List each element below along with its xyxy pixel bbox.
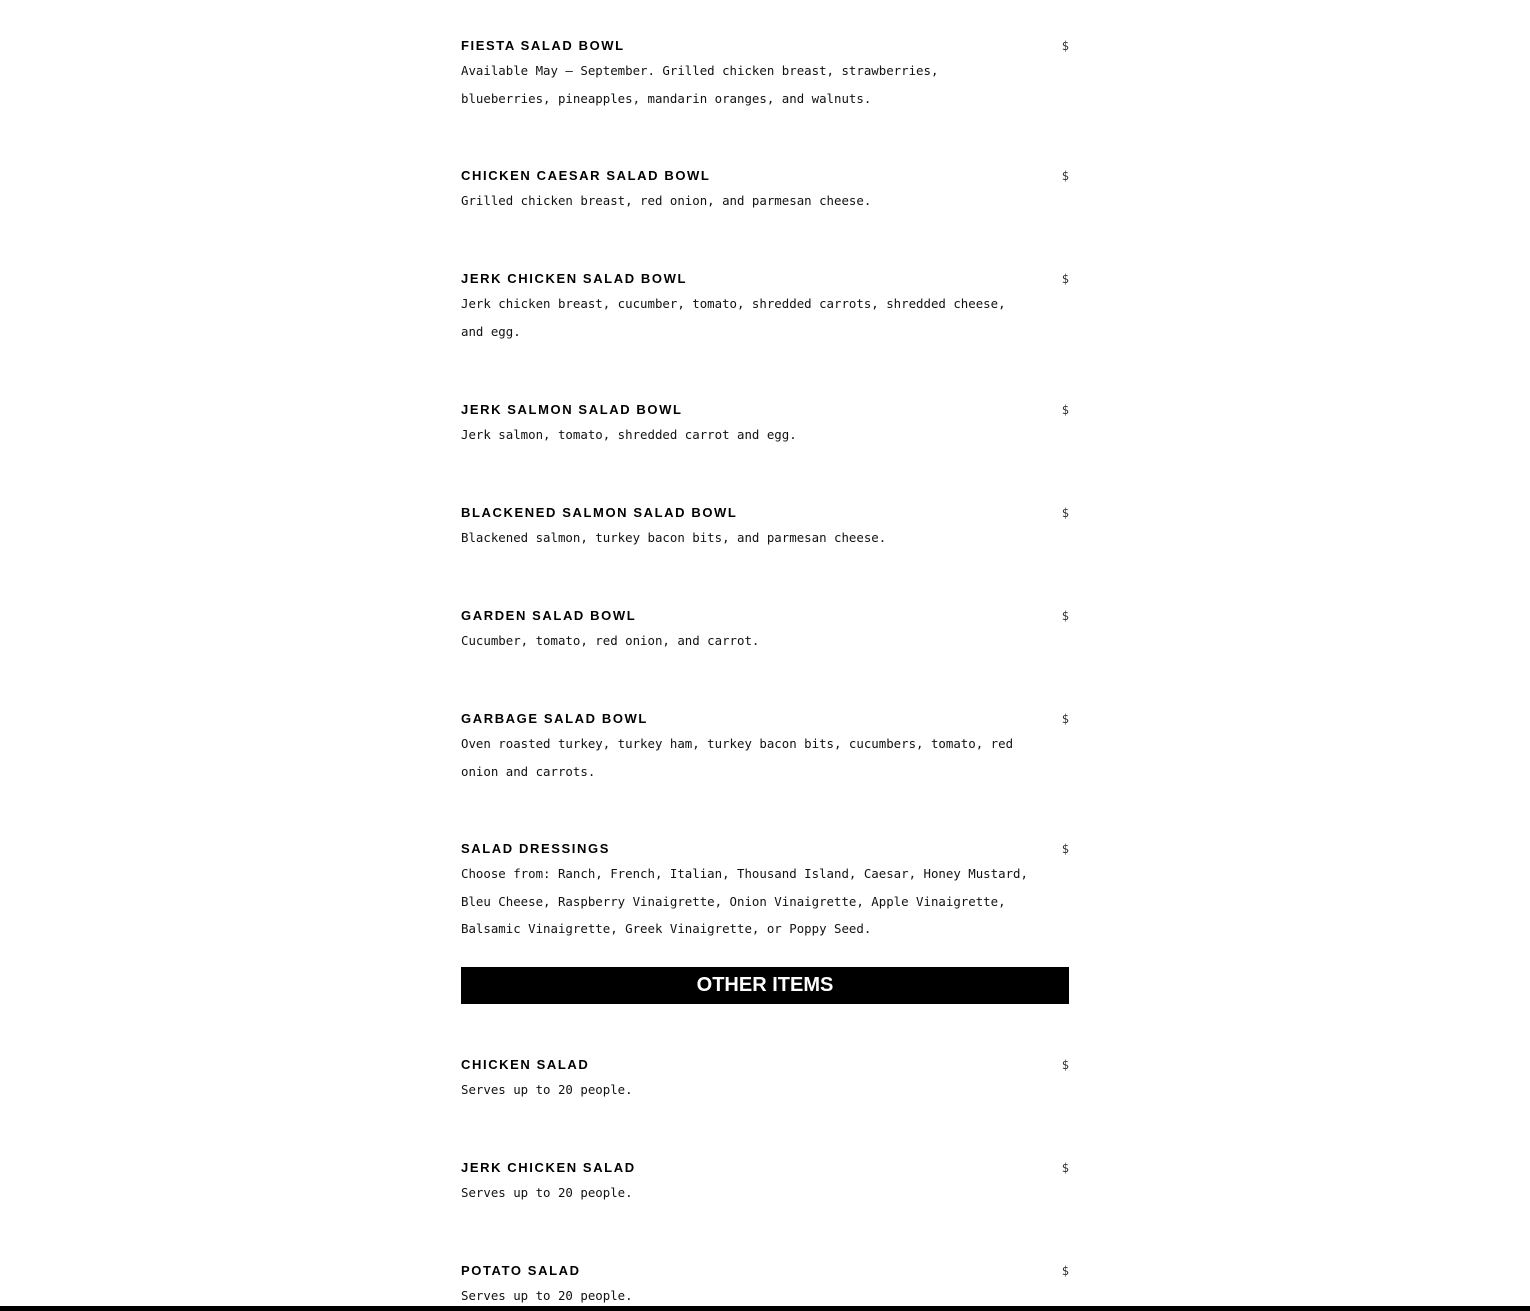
menu-item-title: CHICKEN CAESAR SALAD BOWL xyxy=(461,168,711,183)
menu-item-price: $ xyxy=(1061,609,1069,623)
menu-item-description: Serves up to 20 people. xyxy=(461,1185,633,1200)
menu-item-title: BLACKENED SALMON SALAD BOWL xyxy=(461,505,738,520)
menu-item-title: JERK SALMON SALAD BOWL xyxy=(461,402,683,417)
menu-item-price: $ xyxy=(1061,169,1069,183)
menu-item-price: $ xyxy=(1061,39,1069,53)
menu-item-price: $ xyxy=(1061,1161,1069,1175)
menu-item-title: GARBAGE SALAD BOWL xyxy=(461,711,648,726)
menu-item-price: $ xyxy=(1061,403,1069,417)
bottom-divider xyxy=(0,1306,1530,1311)
menu-item-price: $ xyxy=(1061,1264,1069,1278)
menu-item-description: Serves up to 20 people. xyxy=(461,1288,633,1303)
menu-item-description: Choose from: Ranch, French, Italian, Thousand Island, Caesar, Honey Mustard, Bleu Cheese, Raspberry Vinaigrette, Onion Vinaigrette, Apple Vinaigrette, Balsamic Vinaigrette, Greek Vinaigrette, or Poppy Seed. xyxy=(461,866,1028,936)
menu-item-price: $ xyxy=(1061,712,1069,726)
menu-item-price: $ xyxy=(1061,272,1069,286)
menu-item-description: Cucumber, tomato, red onion, and carrot. xyxy=(461,633,760,648)
menu-item-description: Jerk salmon, tomato, shredded carrot and egg. xyxy=(461,427,797,442)
menu-item-title: CHICKEN SALAD xyxy=(461,1057,590,1072)
menu-item-title: JERK CHICKEN SALAD BOWL xyxy=(461,271,688,286)
menu-item-description: Serves up to 20 people. xyxy=(461,1082,633,1097)
menu-item-price: $ xyxy=(1061,1058,1069,1072)
menu-item-description: Blackened salmon, turkey bacon bits, and parmesan cheese. xyxy=(461,530,887,545)
menu-item-description: Grilled chicken breast, red onion, and parmesan cheese. xyxy=(461,193,872,208)
menu-item-title: SALAD DRESSINGS xyxy=(461,841,610,856)
menu-item-description: Available May – September. Grilled chicken breast, strawberries, blueberries, pineapples, mandarin oranges, and walnuts. xyxy=(461,63,939,106)
menu-item-title: POTATO SALAD xyxy=(461,1263,581,1278)
menu-item-title: FIESTA SALAD BOWL xyxy=(461,38,625,53)
section-heading-other-items: OTHER ITEMS xyxy=(461,967,1069,1004)
menu-item-price: $ xyxy=(1061,506,1069,520)
menu-item-title: JERK CHICKEN SALAD xyxy=(461,1160,636,1175)
menu-item-description: Jerk chicken breast, cucumber, tomato, shredded carrots, shredded cheese, and egg. xyxy=(461,296,1006,339)
menu-item-description: Oven roasted turkey, turkey ham, turkey bacon bits, cucumbers, tomato, red onion and carrots. xyxy=(461,736,1014,779)
menu-item-title: GARDEN SALAD BOWL xyxy=(461,608,637,623)
menu-item-price: $ xyxy=(1061,842,1069,856)
